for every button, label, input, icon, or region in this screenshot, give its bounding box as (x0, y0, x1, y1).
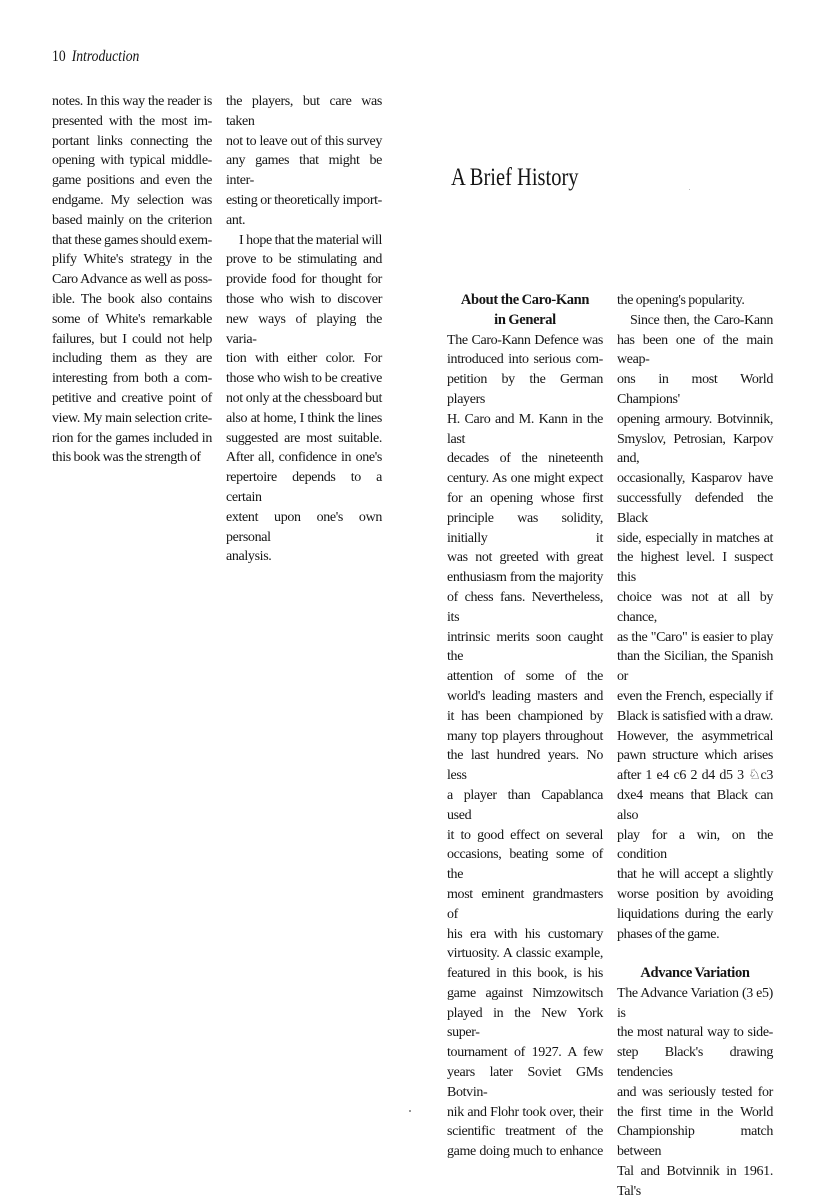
text-line: Tal and Botvinnik in 1961. Tal's (617, 1164, 773, 1199)
text-line: game positions and even the (52, 173, 212, 189)
text-line: attention of some of the (447, 669, 603, 685)
text-line: ons in most World Champions' (617, 372, 773, 407)
text-line: After all, confidence in one's (226, 450, 382, 466)
text-line: the highest level. I suspect this (617, 550, 773, 586)
text-line: featured in this book, is his (447, 966, 603, 982)
text-line: most eminent grandmasters of (447, 886, 603, 922)
text-line: However, the asymmetrical (617, 728, 773, 744)
text-line: decades of the nineteenth (447, 451, 603, 467)
text-line: I hope that the material will (239, 232, 382, 248)
text-line: years later Soviet GMs Botvin- (447, 1065, 603, 1100)
paragraph (617, 984, 773, 1202)
text-line: tournament of 1927. A few (447, 1045, 603, 1061)
section-heading: Advance Variation (640, 965, 750, 982)
text-line: portant links connecting the (52, 133, 212, 149)
heading-line: About the Caro-Kann (460, 292, 590, 308)
text-line: liquidations during the early (617, 906, 773, 922)
text-line: notes. In this way the reader is (52, 94, 212, 109)
text-line: Caro Advance as well as poss- (52, 272, 212, 288)
text-line: interesting from both a com- (52, 371, 212, 387)
text-line: rion for the games included in (52, 430, 212, 446)
text-line: including them as they are (52, 351, 212, 367)
text-line: failures, but I could not help (52, 331, 212, 347)
text-line: Smyslov, Petrosian, Karpov and, (617, 431, 773, 467)
text-line: The Advance Variation (3 e5) is (617, 985, 773, 1021)
text-line: suggested are most suitable. (226, 430, 382, 446)
text-line: petitive and creative point of (52, 390, 212, 406)
chapter-title: A Brief History (451, 163, 579, 191)
text-line: choice was not at all by chance, (617, 589, 773, 625)
text-line: prove to be stimulating and (226, 252, 382, 268)
text-line: intrinsic merits soon caught the (447, 629, 603, 665)
text-line: has been one of the main weap- (617, 332, 773, 368)
text-line: occasions, beating some of the (447, 847, 603, 883)
text-line: view. My main selection crite- (52, 410, 212, 426)
text-line: that he will accept a slightly (617, 867, 773, 883)
text-line: a player than Capablanca used (447, 787, 603, 823)
text-line: his era with his customary (447, 926, 603, 942)
text-line: played in the New York super- (447, 1005, 603, 1041)
text-line: Since then, the Caro-Kann (630, 312, 773, 328)
text-line: than the Sicilian, the Spanish or (617, 649, 773, 685)
paragraph (226, 92, 382, 231)
text-line: provide food for thought for (226, 272, 382, 288)
text-line: presented with the most im- (52, 113, 212, 129)
paragraph: the opening's popularity. (617, 293, 745, 308)
text-line: Black is satisfied with a draw. (617, 708, 773, 724)
text-line: the players, but care was taken (226, 94, 382, 129)
paragraph (226, 231, 382, 568)
heading-line: in General (494, 311, 556, 328)
text-line: enthusiasm from the majority (447, 570, 603, 586)
running-head (52, 48, 139, 66)
text-line: opening armoury. Botvinnik, (617, 411, 773, 427)
paragraph (52, 92, 212, 468)
section-title: Introduction (71, 48, 140, 65)
text-line: nik and Flohr took over, their (447, 1104, 603, 1120)
text-line: scientific treatment of the (447, 1124, 603, 1140)
text-line: occasionally, Kasparov have (617, 471, 773, 487)
paragraph (617, 311, 773, 945)
text-line: the last hundred years. No less (447, 748, 603, 784)
text-line: play for a win, on the condition (617, 827, 773, 863)
text-line: the most natural way to side- (617, 1025, 773, 1041)
text-line: as the "Caro" is easier to play (617, 629, 773, 645)
text-line: side, especially in matches at (617, 530, 773, 546)
text-line: repertoire depends to a certain (226, 470, 382, 505)
section-heading (447, 291, 603, 331)
text-column-3 (447, 291, 603, 1162)
text-line: ible. The book also contains (52, 291, 212, 307)
text-line: was not greeted with great (447, 550, 603, 566)
text-column-2 (226, 92, 382, 567)
text-line: esting or theoretically import- (226, 192, 382, 208)
text-line: petition by the German players (447, 372, 603, 407)
text-line: based mainly on the criterion (52, 212, 212, 228)
text-line: it to good effect on several (447, 827, 603, 843)
text-line: also at home, I think the lines (226, 410, 382, 426)
text-line: pawn structure which arises (617, 748, 773, 764)
scan-speck (689, 189, 690, 190)
text-line: game against Nimzowitsch (447, 985, 603, 1001)
text-line: century. As one might expect (447, 471, 603, 487)
text-line: this book was the strength of (52, 450, 201, 466)
text-line: analysis. (226, 549, 272, 565)
text-line: Championship match between (617, 1124, 773, 1160)
text-line: plify White's strategy in the (52, 252, 212, 268)
text-line: phases of the game. (617, 926, 720, 942)
text-line: after 1 e4 c6 2 d4 d5 3 ♘c3 (617, 768, 773, 784)
text-line: opening with typical middle- (52, 153, 212, 169)
text-line: virtuosity. A classic example, (447, 946, 603, 962)
paragraph (447, 331, 603, 1162)
text-line: many top players throughout (447, 728, 603, 744)
text-line: dxe4 means that Black can also (617, 787, 773, 823)
text-line: tion with either color. For (226, 351, 382, 367)
text-line: new ways of playing the varia- (226, 311, 382, 347)
text-line: H. Caro and M. Kann in the last (447, 411, 603, 447)
text-line: any games that might be inter- (226, 153, 382, 189)
text-line: The Caro-Kann Defence was (447, 332, 603, 348)
text-line: endgame. My selection was (52, 192, 212, 208)
text-line: that these games should exem- (52, 232, 212, 248)
scan-speck (409, 1110, 411, 1112)
text-line: game doing much to enhance (447, 1144, 603, 1160)
text-line: even the French, especially if (617, 688, 773, 704)
text-line: not to leave out of this survey (226, 133, 382, 149)
text-line: some of White's remarkable (52, 311, 212, 327)
text-line: for an opening whose first (447, 490, 603, 506)
text-line: introduced into serious com- (447, 352, 603, 368)
text-line: the first time in the World (617, 1104, 773, 1120)
text-column-1 (52, 92, 212, 468)
text-line: ant. (226, 212, 246, 228)
text-line: world's leading masters and (447, 688, 603, 704)
text-line: not only at the chessboard but (226, 390, 382, 406)
text-line: worse position by avoiding (617, 886, 773, 902)
text-line: successfully defended the Black (617, 490, 773, 526)
text-line: those who wish to be creative (226, 371, 382, 387)
text-line: principle was solidity, initially it (447, 510, 603, 546)
text-line: those who wish to discover (226, 291, 382, 307)
page-number: 10 (52, 48, 66, 65)
text-line: step Black's drawing tendencies (617, 1045, 773, 1081)
text-line: it has been championed by (447, 708, 603, 724)
text-line: of chess fans. Nevertheless, its (447, 589, 603, 625)
text-column-4 (617, 291, 773, 1202)
text-line: and was seriously tested for (617, 1084, 773, 1100)
text-line: extent upon one's own personal (226, 509, 382, 545)
